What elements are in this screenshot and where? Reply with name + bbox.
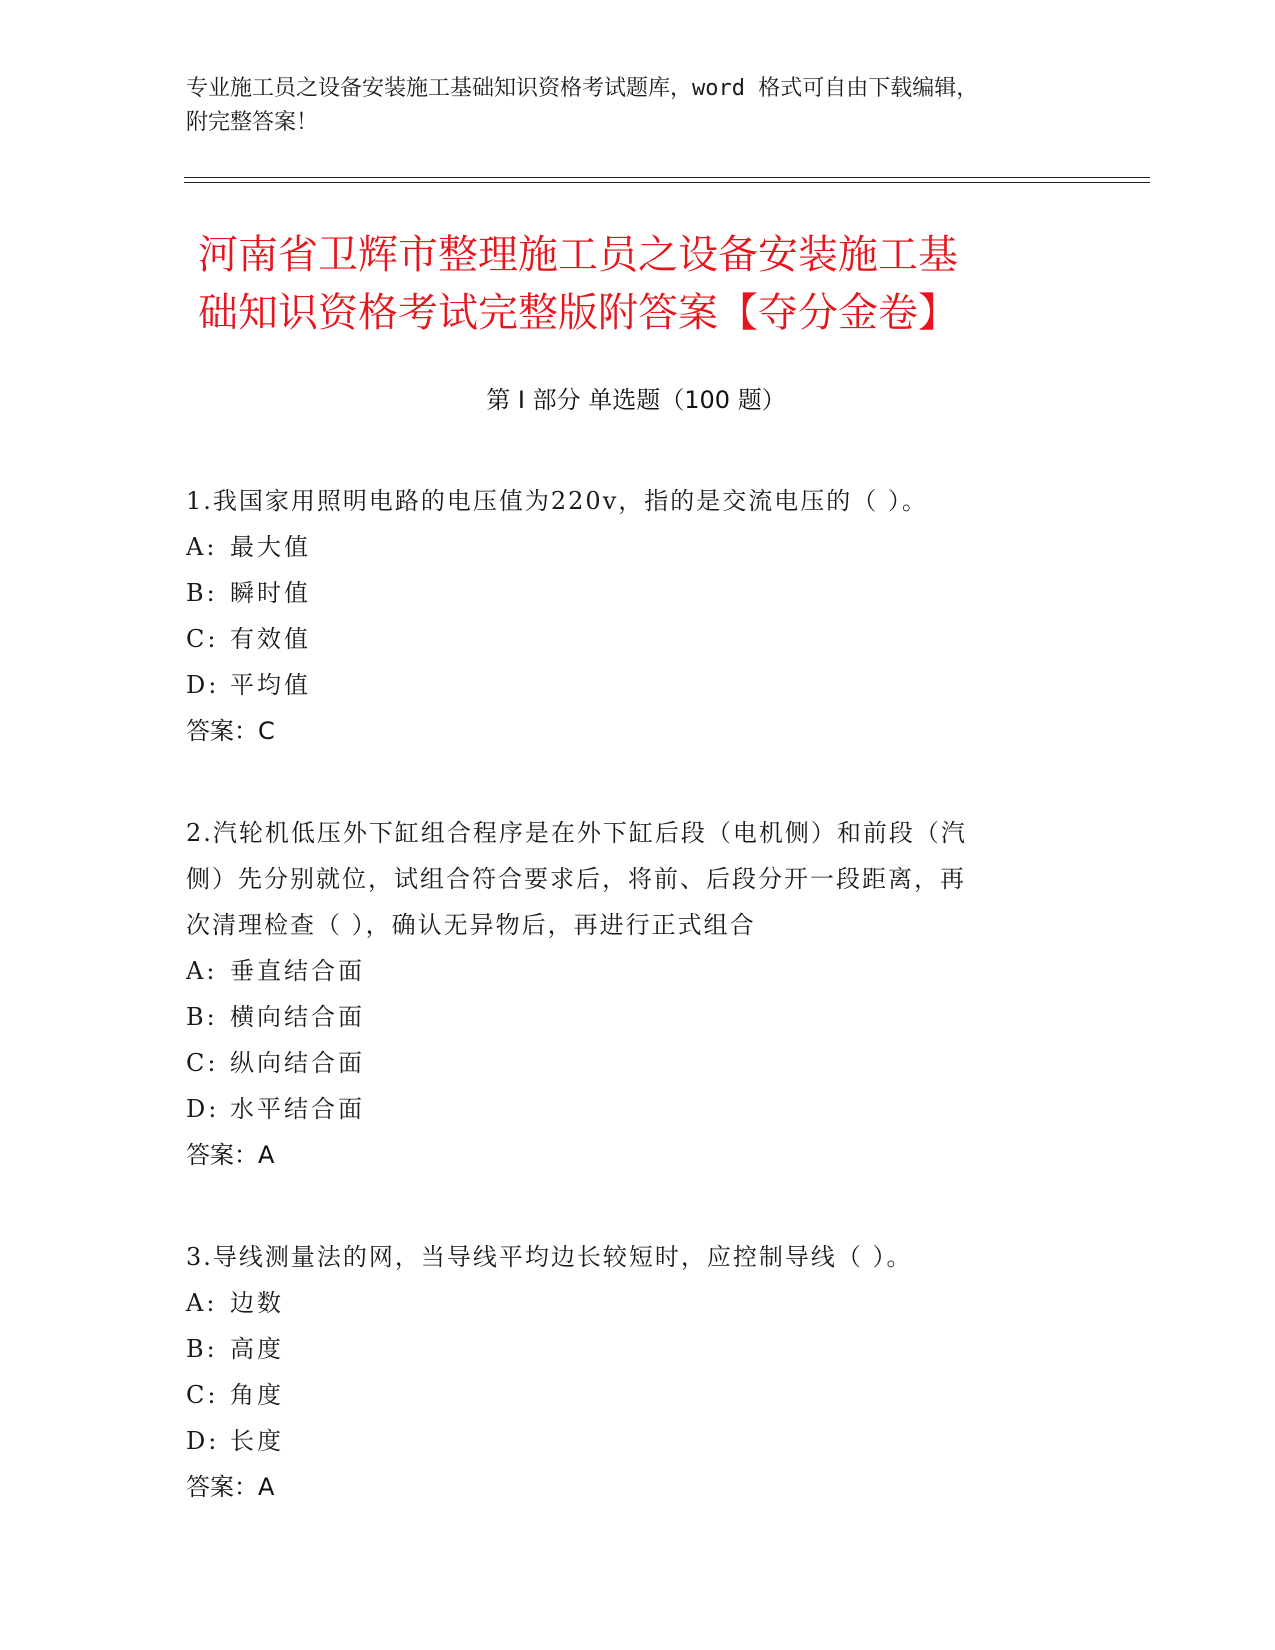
header-note-line-1: 专业施工员之设备安装施工基础知识资格考试题库，word 格式可自由下载编辑， bbox=[186, 76, 979, 101]
option-b bbox=[186, 570, 1066, 616]
option-key: A: bbox=[186, 533, 218, 561]
option-key: B: bbox=[186, 1335, 218, 1363]
document-title bbox=[198, 226, 1128, 342]
question-text: 1.我国家用照明电路的电压值为220v，指的是交流电压的（ ）。 bbox=[186, 487, 928, 515]
option-c bbox=[186, 616, 1066, 662]
answer-label: 答案：A bbox=[186, 1473, 275, 1501]
option-key: C: bbox=[186, 1381, 219, 1409]
question-1 bbox=[186, 478, 1066, 754]
document-title-line-1: 河南省卫辉市整理施工员之设备安装施工基 bbox=[198, 232, 958, 278]
option-b bbox=[186, 1326, 1066, 1372]
option-a bbox=[186, 1280, 1066, 1326]
option-text: 边数 bbox=[230, 1289, 284, 1317]
option-text: 水平结合面 bbox=[230, 1095, 365, 1123]
question-text-line-2: 侧）先分别就位，试组合符合要求后，将前、后段分开一段距离，再 bbox=[186, 865, 966, 893]
option-text: 最大值 bbox=[230, 533, 311, 561]
header-divider-bottom bbox=[184, 182, 1150, 183]
option-text: 横向结合面 bbox=[230, 1003, 365, 1031]
option-key: C: bbox=[186, 1049, 219, 1077]
question-2 bbox=[186, 810, 1066, 1178]
option-key: D: bbox=[186, 1095, 220, 1123]
option-text: 有效值 bbox=[230, 625, 311, 653]
option-b bbox=[186, 994, 1066, 1040]
question-3 bbox=[186, 1234, 1066, 1510]
option-text: 垂直结合面 bbox=[230, 957, 365, 985]
option-key: D: bbox=[186, 671, 220, 699]
question-list bbox=[186, 478, 1066, 1510]
question-spacer bbox=[186, 754, 1066, 810]
question-text-line-3: 次清理检查（ ），确认无异物后，再进行正式组合 bbox=[186, 911, 756, 939]
option-text: 平均值 bbox=[230, 671, 311, 699]
option-a bbox=[186, 948, 1066, 994]
option-key: A: bbox=[186, 957, 218, 985]
option-text: 角度 bbox=[230, 1381, 284, 1409]
option-key: B: bbox=[186, 1003, 218, 1031]
option-text: 瞬时值 bbox=[230, 579, 311, 607]
option-key: A: bbox=[186, 1289, 218, 1317]
section-title: 第 I 部分 单选题（100 题） bbox=[486, 386, 786, 414]
header-note bbox=[186, 72, 1066, 140]
question-text-line-1: 2.汽轮机低压外下缸组合程序是在外下缸后段（电机侧）和前段（汽 bbox=[186, 819, 967, 847]
question-spacer bbox=[186, 1178, 1066, 1234]
option-key: B: bbox=[186, 579, 218, 607]
option-text: 高度 bbox=[230, 1335, 284, 1363]
option-d bbox=[186, 1086, 1066, 1132]
option-a bbox=[186, 524, 1066, 570]
option-key: D: bbox=[186, 1427, 220, 1455]
option-text: 长度 bbox=[230, 1427, 284, 1455]
option-c bbox=[186, 1040, 1066, 1086]
document-title-line-2: 础知识资格考试完整版附答案【夺分金卷】 bbox=[198, 290, 958, 336]
question-text: 3.导线测量法的网，当导线平均边长较短时，应控制导线（ ）。 bbox=[186, 1243, 913, 1271]
option-d bbox=[186, 662, 1066, 708]
option-c bbox=[186, 1372, 1066, 1418]
option-key: C: bbox=[186, 625, 219, 653]
option-d bbox=[186, 1418, 1066, 1464]
answer-label: 答案：C bbox=[186, 717, 275, 745]
answer-label: 答案：A bbox=[186, 1141, 275, 1169]
header-note-line-2: 附完整答案！ bbox=[186, 110, 319, 135]
header-divider-top bbox=[184, 177, 1150, 178]
option-text: 纵向结合面 bbox=[230, 1049, 365, 1077]
